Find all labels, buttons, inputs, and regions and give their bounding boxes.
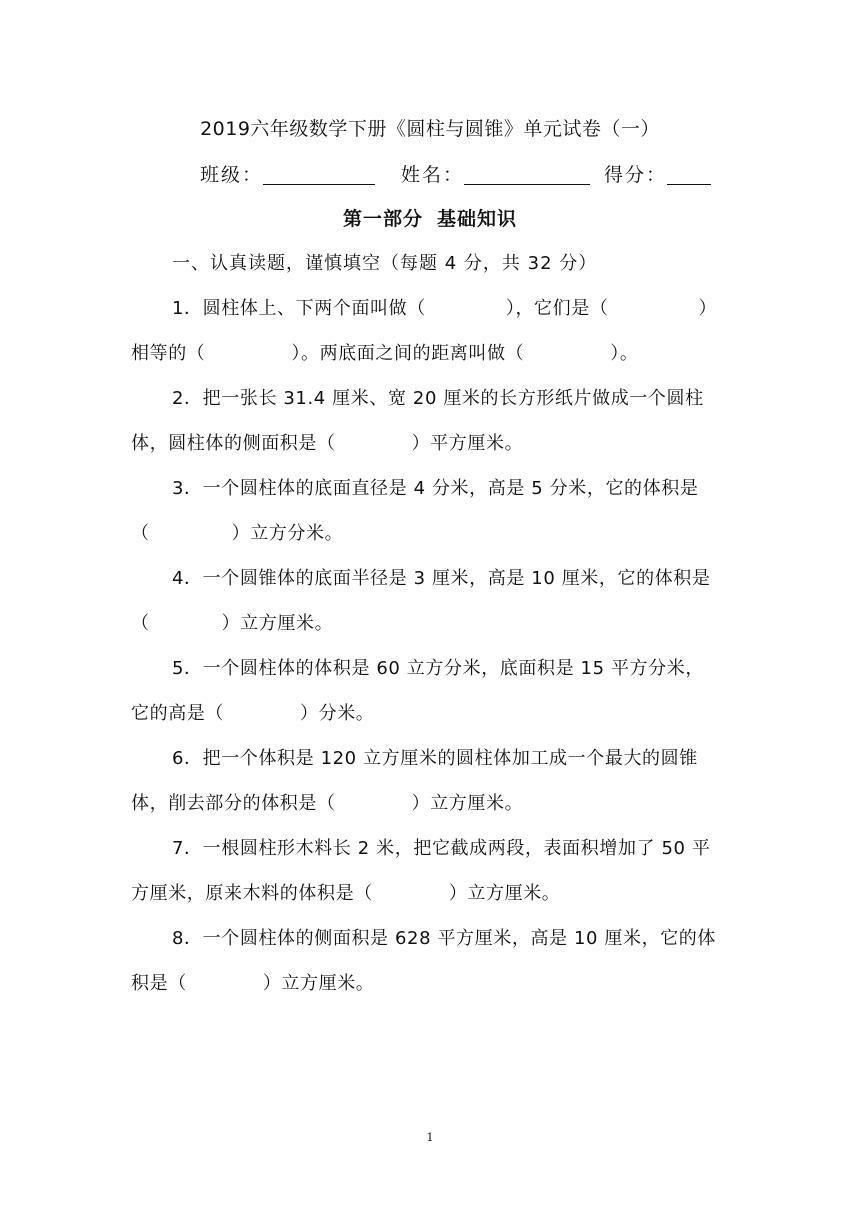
score-label: 得分： (604, 164, 668, 186)
question-3-text: （ (131, 523, 150, 544)
question-4-text: ）立方厘米。 (221, 613, 334, 634)
question-7-text: ）立方厘米。 (448, 883, 561, 904)
student-info-row (200, 160, 711, 187)
question-3-text: ）立方分米。 (231, 523, 344, 544)
question-8-text: 积是（ (131, 973, 187, 994)
section-title-topic: 基础知识 (437, 208, 518, 230)
question-1-text: ）。 (610, 343, 639, 364)
question-6-line-2 (131, 789, 523, 815)
question-1-text: 相等的（ (131, 343, 206, 364)
page-number: 1 (426, 1131, 434, 1144)
question-8-line-1: 8．一个圆柱体的侧面积是 628 平方厘米，高是 10 厘米，它的体 (172, 928, 716, 949)
question-5-text: 它的高是（ (131, 703, 224, 724)
question-2-line-1: 2．把一张长 31.4 厘米、宽 20 厘米的长方形纸片做成一个圆柱 (172, 388, 704, 409)
part-heading: 一、认真读题，谨慎填空（每题 4 分，共 32 分） (172, 253, 598, 274)
question-1-line-2 (131, 339, 638, 365)
name-blank[interactable] (464, 164, 590, 185)
question-6-text: ）立方厘米。 (411, 793, 524, 814)
question-4-line-1: 4．一个圆锥体的底面半径是 3 厘米，高是 10 厘米，它的体积是 (172, 568, 711, 589)
question-1-text: ）。两底面之间的距离叫做（ (291, 343, 525, 364)
question-5-line-1: 5．一个圆柱体的体积是 60 立方分米，底面积是 15 平方分米， (172, 658, 704, 679)
question-1-text: ） (698, 298, 718, 319)
question-7-text: 方厘米，原来木料的体积是（ (131, 883, 373, 904)
question-5-text: ）分米。 (300, 703, 375, 724)
class-blank[interactable] (263, 164, 375, 185)
question-1-line-1 (172, 294, 717, 320)
question-2-text: 体，圆柱体的侧面积是（ (131, 433, 336, 454)
question-2-line-2 (131, 429, 523, 455)
question-5-line-2 (131, 699, 374, 725)
question-8-text: ）立方厘米。 (262, 973, 375, 994)
question-3-line-2 (131, 519, 343, 545)
question-4-line-2 (131, 609, 333, 635)
question-6-text: 体，削去部分的体积是（ (131, 793, 336, 814)
question-7-line-1: 7．一根圆柱形木料长 2 米，把它截成两段，表面积增加了 50 平 (172, 838, 711, 859)
question-6-line-1: 6．把一个体积是 120 立方厘米的圆柱体加工成一个最大的圆锥 (172, 748, 698, 769)
section-title (0, 204, 860, 231)
question-4-text: （ (131, 613, 150, 634)
question-1-text: ），它们是（ (505, 298, 609, 319)
question-1-text: 1．圆柱体上、下两个面叫做（ (172, 298, 426, 319)
question-8-line-2 (131, 969, 374, 995)
class-label: 班级： (200, 164, 264, 186)
question-2-text: ）平方厘米。 (411, 433, 524, 454)
name-label: 姓名： (401, 164, 465, 186)
exam-title: 2019六年级数学下册《圆柱与圆锥》单元试卷（一） (200, 118, 660, 140)
section-title-part: 第一部分 (342, 208, 423, 230)
question-7-line-2 (131, 879, 560, 905)
score-blank[interactable] (667, 164, 711, 185)
question-3-line-1: 3．一个圆柱体的底面直径是 4 分米，高是 5 分米，它的体积是 (172, 478, 699, 499)
